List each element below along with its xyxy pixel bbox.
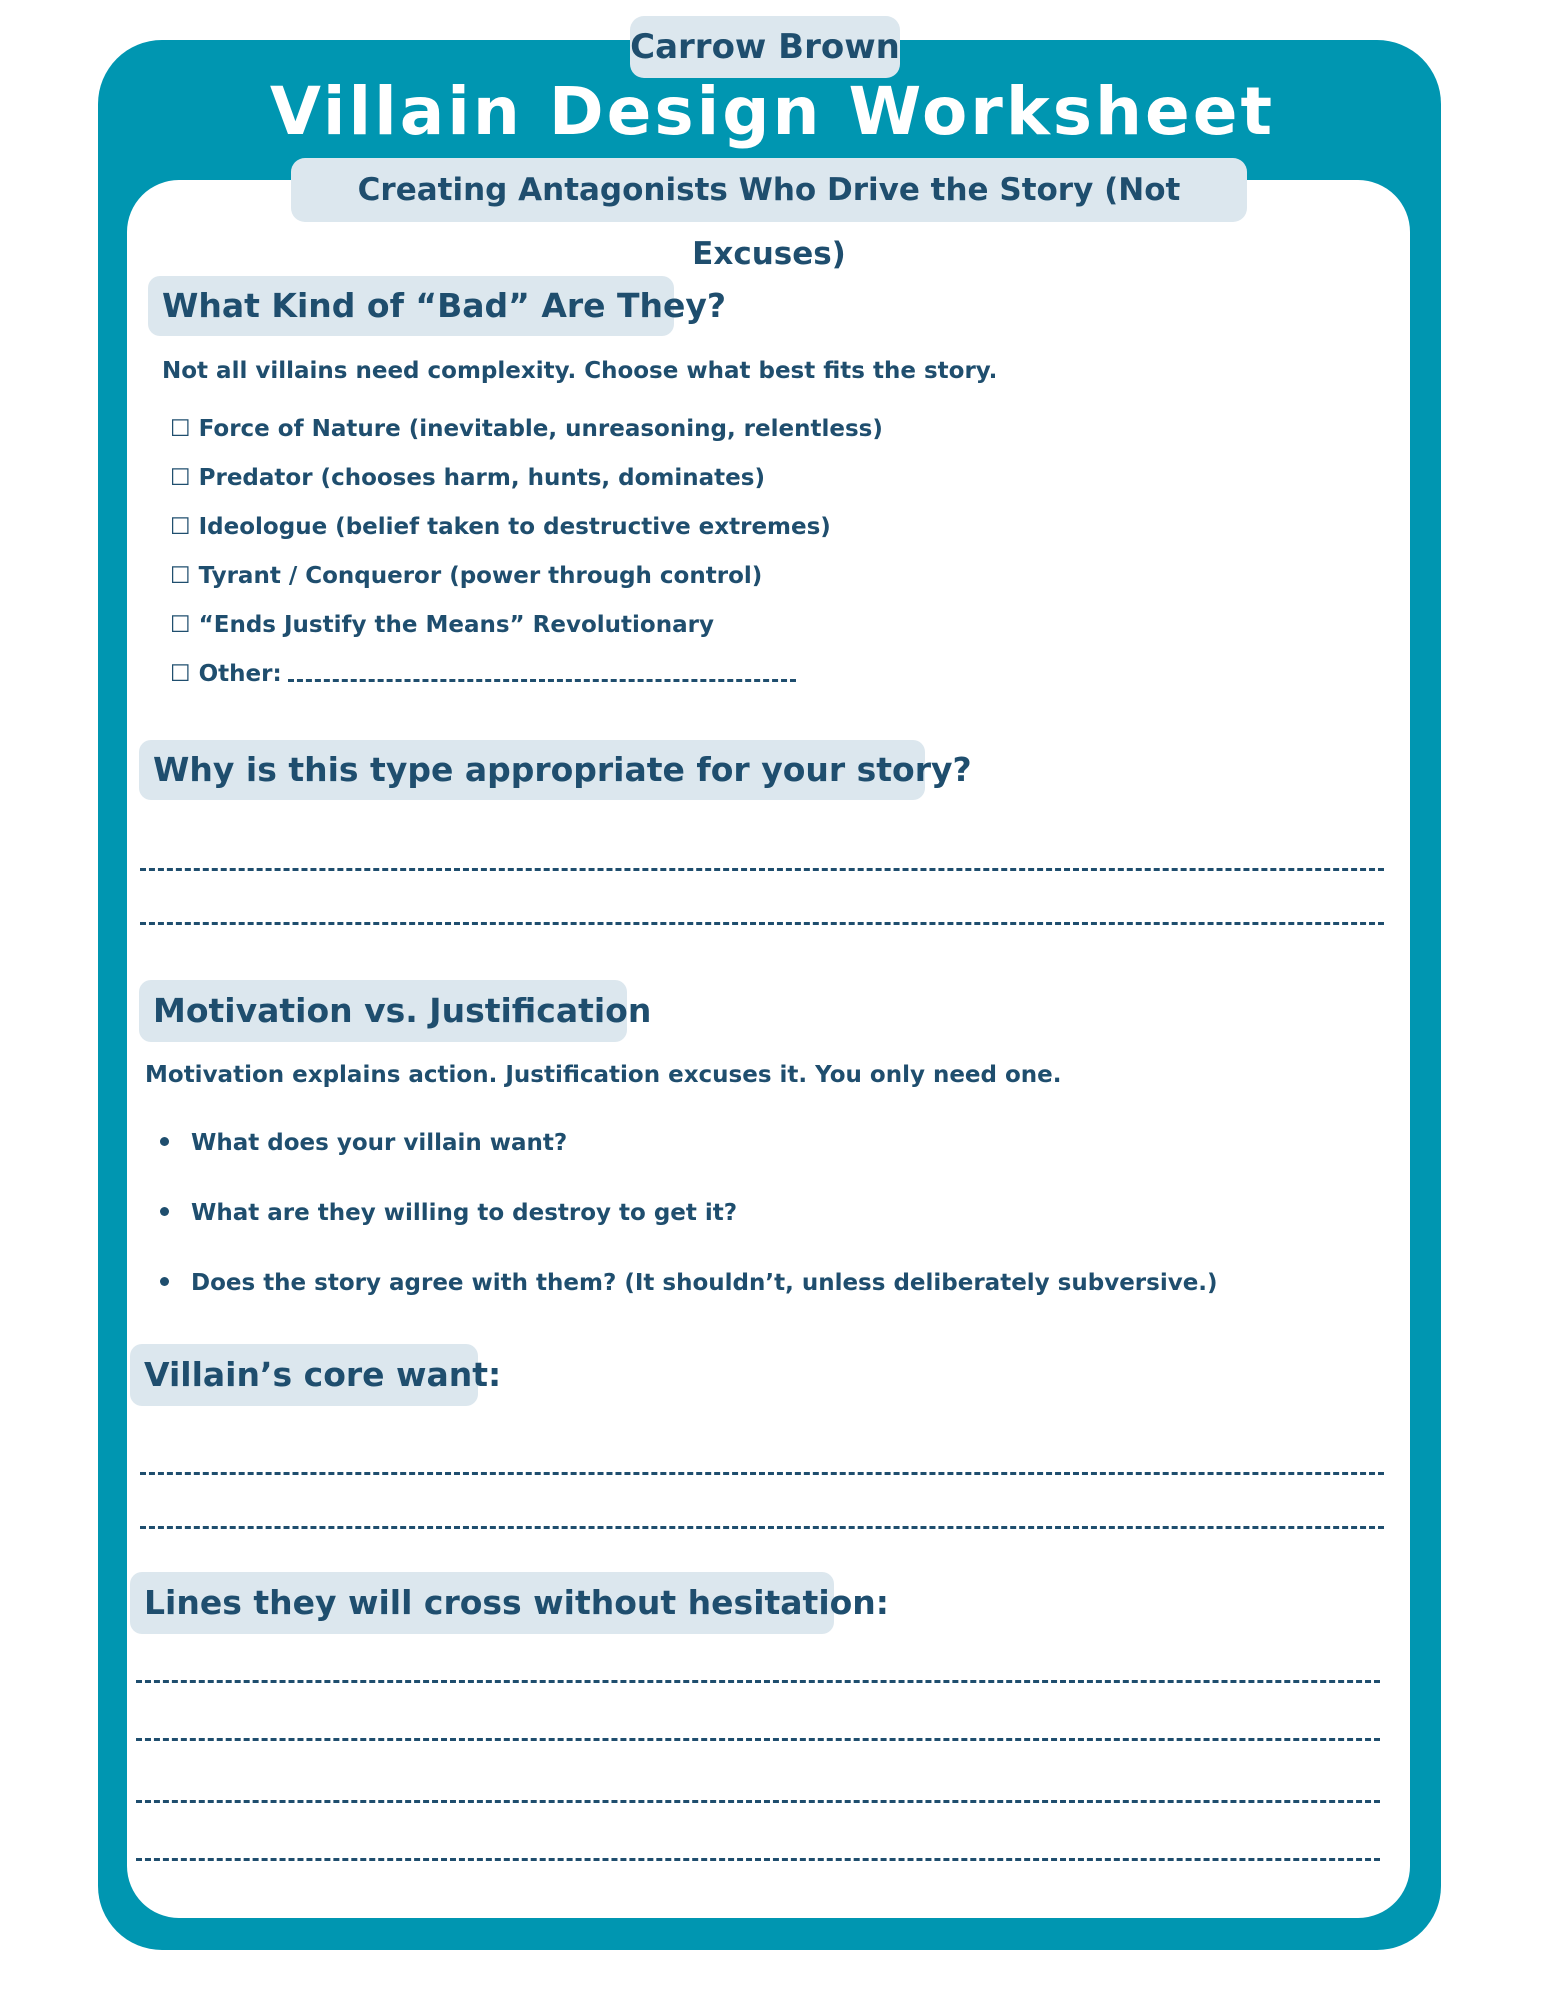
- checklist-item-label: Other:: [198, 661, 282, 687]
- checklist-item[interactable]: [170, 559, 883, 608]
- checklist-item[interactable]: [170, 510, 883, 559]
- motivation-question-list: [160, 1126, 1218, 1336]
- section-heading-why-type: Why is this type appropriate for your story?: [139, 740, 925, 800]
- list-item: [160, 1266, 1218, 1336]
- worksheet-title: Villain Design Worksheet: [269, 73, 1276, 150]
- checklist-item[interactable]: [170, 608, 883, 657]
- other-write-in-line[interactable]: [288, 657, 796, 682]
- checklist-item-label: “Ends Justify the Means” Revolutionary: [198, 612, 714, 638]
- answer-line-core-want-2[interactable]: [140, 1526, 1384, 1529]
- checkbox-icon[interactable]: ☐: [170, 563, 191, 589]
- checklist-item[interactable]: [170, 412, 883, 461]
- author-label: Carrow Brown: [630, 16, 900, 78]
- answer-line-why-1[interactable]: [140, 868, 1384, 871]
- list-item: [160, 1126, 1218, 1196]
- section-heading-villain-type: What Kind of “Bad” Are They?: [148, 276, 674, 336]
- question-text: What are they willing to destroy to get it?: [191, 1200, 738, 1226]
- section-heading-core-want: Villain’s core want:: [130, 1344, 478, 1406]
- answer-line-lines-4[interactable]: [136, 1858, 1380, 1861]
- worksheet-subtitle: Creating Antagonists Who Drive the Story (Not Excuses): [291, 158, 1247, 222]
- checklist-item-label: Ideologue (belief taken to destructive extremes): [198, 514, 831, 540]
- answer-line-why-2[interactable]: [140, 922, 1384, 925]
- section-intro-motivation: Motivation explains action. Justification excuses it. You only need one.: [145, 1062, 1062, 1088]
- section-intro-villain-type: Not all villains need complexity. Choose what best fits the story.: [162, 358, 998, 384]
- villain-type-checklist: [170, 412, 883, 706]
- question-text: What does your villain want?: [191, 1130, 568, 1156]
- checklist-item-label: Predator (chooses harm, hunts, dominates): [198, 465, 765, 491]
- checkbox-icon[interactable]: ☐: [170, 416, 191, 442]
- checklist-item-label: Force of Nature (inevitable, unreasoning, relentless): [198, 416, 883, 442]
- list-item: [160, 1196, 1218, 1266]
- bullet-icon: [160, 1137, 169, 1146]
- checklist-item-other[interactable]: [170, 657, 883, 706]
- question-text: Does the story agree with them? (It shouldn’t, unless deliberately subversive.): [191, 1270, 1218, 1296]
- checkbox-icon[interactable]: ☐: [170, 465, 191, 491]
- checkbox-icon[interactable]: ☐: [170, 661, 191, 687]
- checklist-item-label: Tyrant / Conqueror (power through control): [198, 563, 763, 589]
- section-heading-motivation: Motivation vs. Justification: [139, 980, 627, 1042]
- section-heading-lines-crossed: Lines they will cross without hesitation:: [130, 1572, 834, 1634]
- checkbox-icon[interactable]: ☐: [170, 612, 191, 638]
- bullet-icon: [160, 1207, 169, 1216]
- checklist-item[interactable]: [170, 461, 883, 510]
- answer-line-lines-1[interactable]: [136, 1680, 1380, 1683]
- answer-line-lines-3[interactable]: [136, 1800, 1380, 1803]
- checkbox-icon[interactable]: ☐: [170, 514, 191, 540]
- answer-line-core-want-1[interactable]: [140, 1472, 1384, 1475]
- answer-line-lines-2[interactable]: [136, 1738, 1380, 1741]
- bullet-icon: [160, 1277, 169, 1286]
